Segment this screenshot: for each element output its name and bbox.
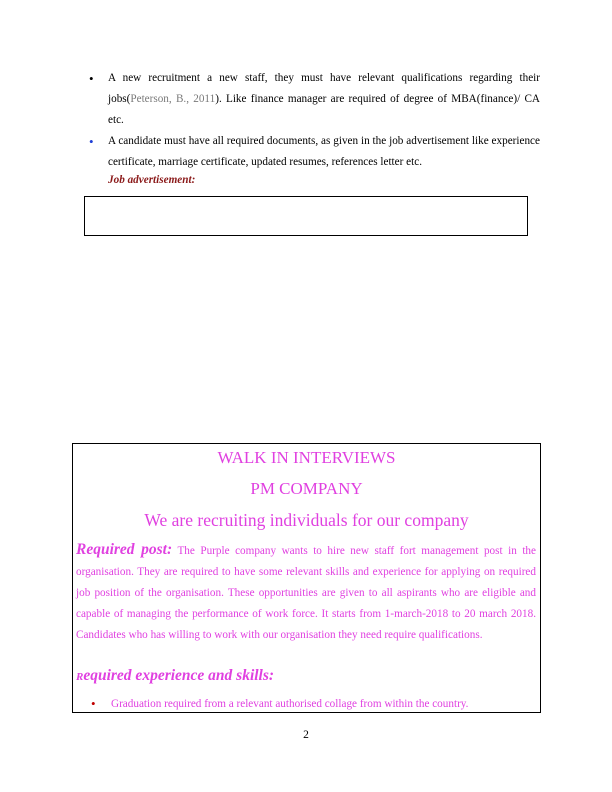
bullet-text: ). Like finance manager are required of degree of MBA(finance)/ CA etc. [108, 93, 541, 126]
skills-list [91, 694, 531, 713]
job-advertisement-label: Job advertisement: [108, 174, 196, 186]
required-post-text: The Purple company wants to hire new staff fort management post in the organisation. They are required to have some relevant skills and experience for applying on required job position of the organisation. These opportunities are given to all aspirants who are eligible and capable of managing the performance of work force. It starts from 1-march-2018 to 20 march 2018. Candidates who has willing to work with our organisation they need require qualifications. [76, 545, 536, 641]
bullet-text: A new recruitment a new staff, they must have relevant qualifications regarding their jobs( [108, 72, 540, 105]
advert-title: WALK IN INTERVIEWS [217, 448, 396, 467]
list-item [88, 131, 540, 173]
required-skills-heading [76, 667, 274, 685]
required-post-heading: Required post [76, 541, 167, 558]
requirements-list [88, 68, 540, 173]
page-number: 2 [303, 729, 309, 741]
heading-rest: equired experience and skills: [83, 667, 275, 684]
empty-text-box [84, 196, 528, 236]
list-item [88, 68, 540, 131]
citation: Peterson, B., 2011 [130, 93, 216, 105]
company-name: PM COMPANY [250, 479, 363, 498]
advert-subtitle: We are recruiting individuals for our company [144, 510, 469, 530]
job-advertisement-box [72, 443, 541, 713]
bullet-text: A candidate must have all required documents, as given in the job advertisement like experience certificate, marriage certificate, updated resumes, references letter etc. [108, 135, 540, 168]
list-item: • Graduation required from a relevant authorised collage from within the country. [91, 694, 531, 713]
required-post-colon: : [166, 541, 173, 558]
required-post-paragraph [76, 540, 536, 646]
heading-initial: R [76, 671, 84, 683]
